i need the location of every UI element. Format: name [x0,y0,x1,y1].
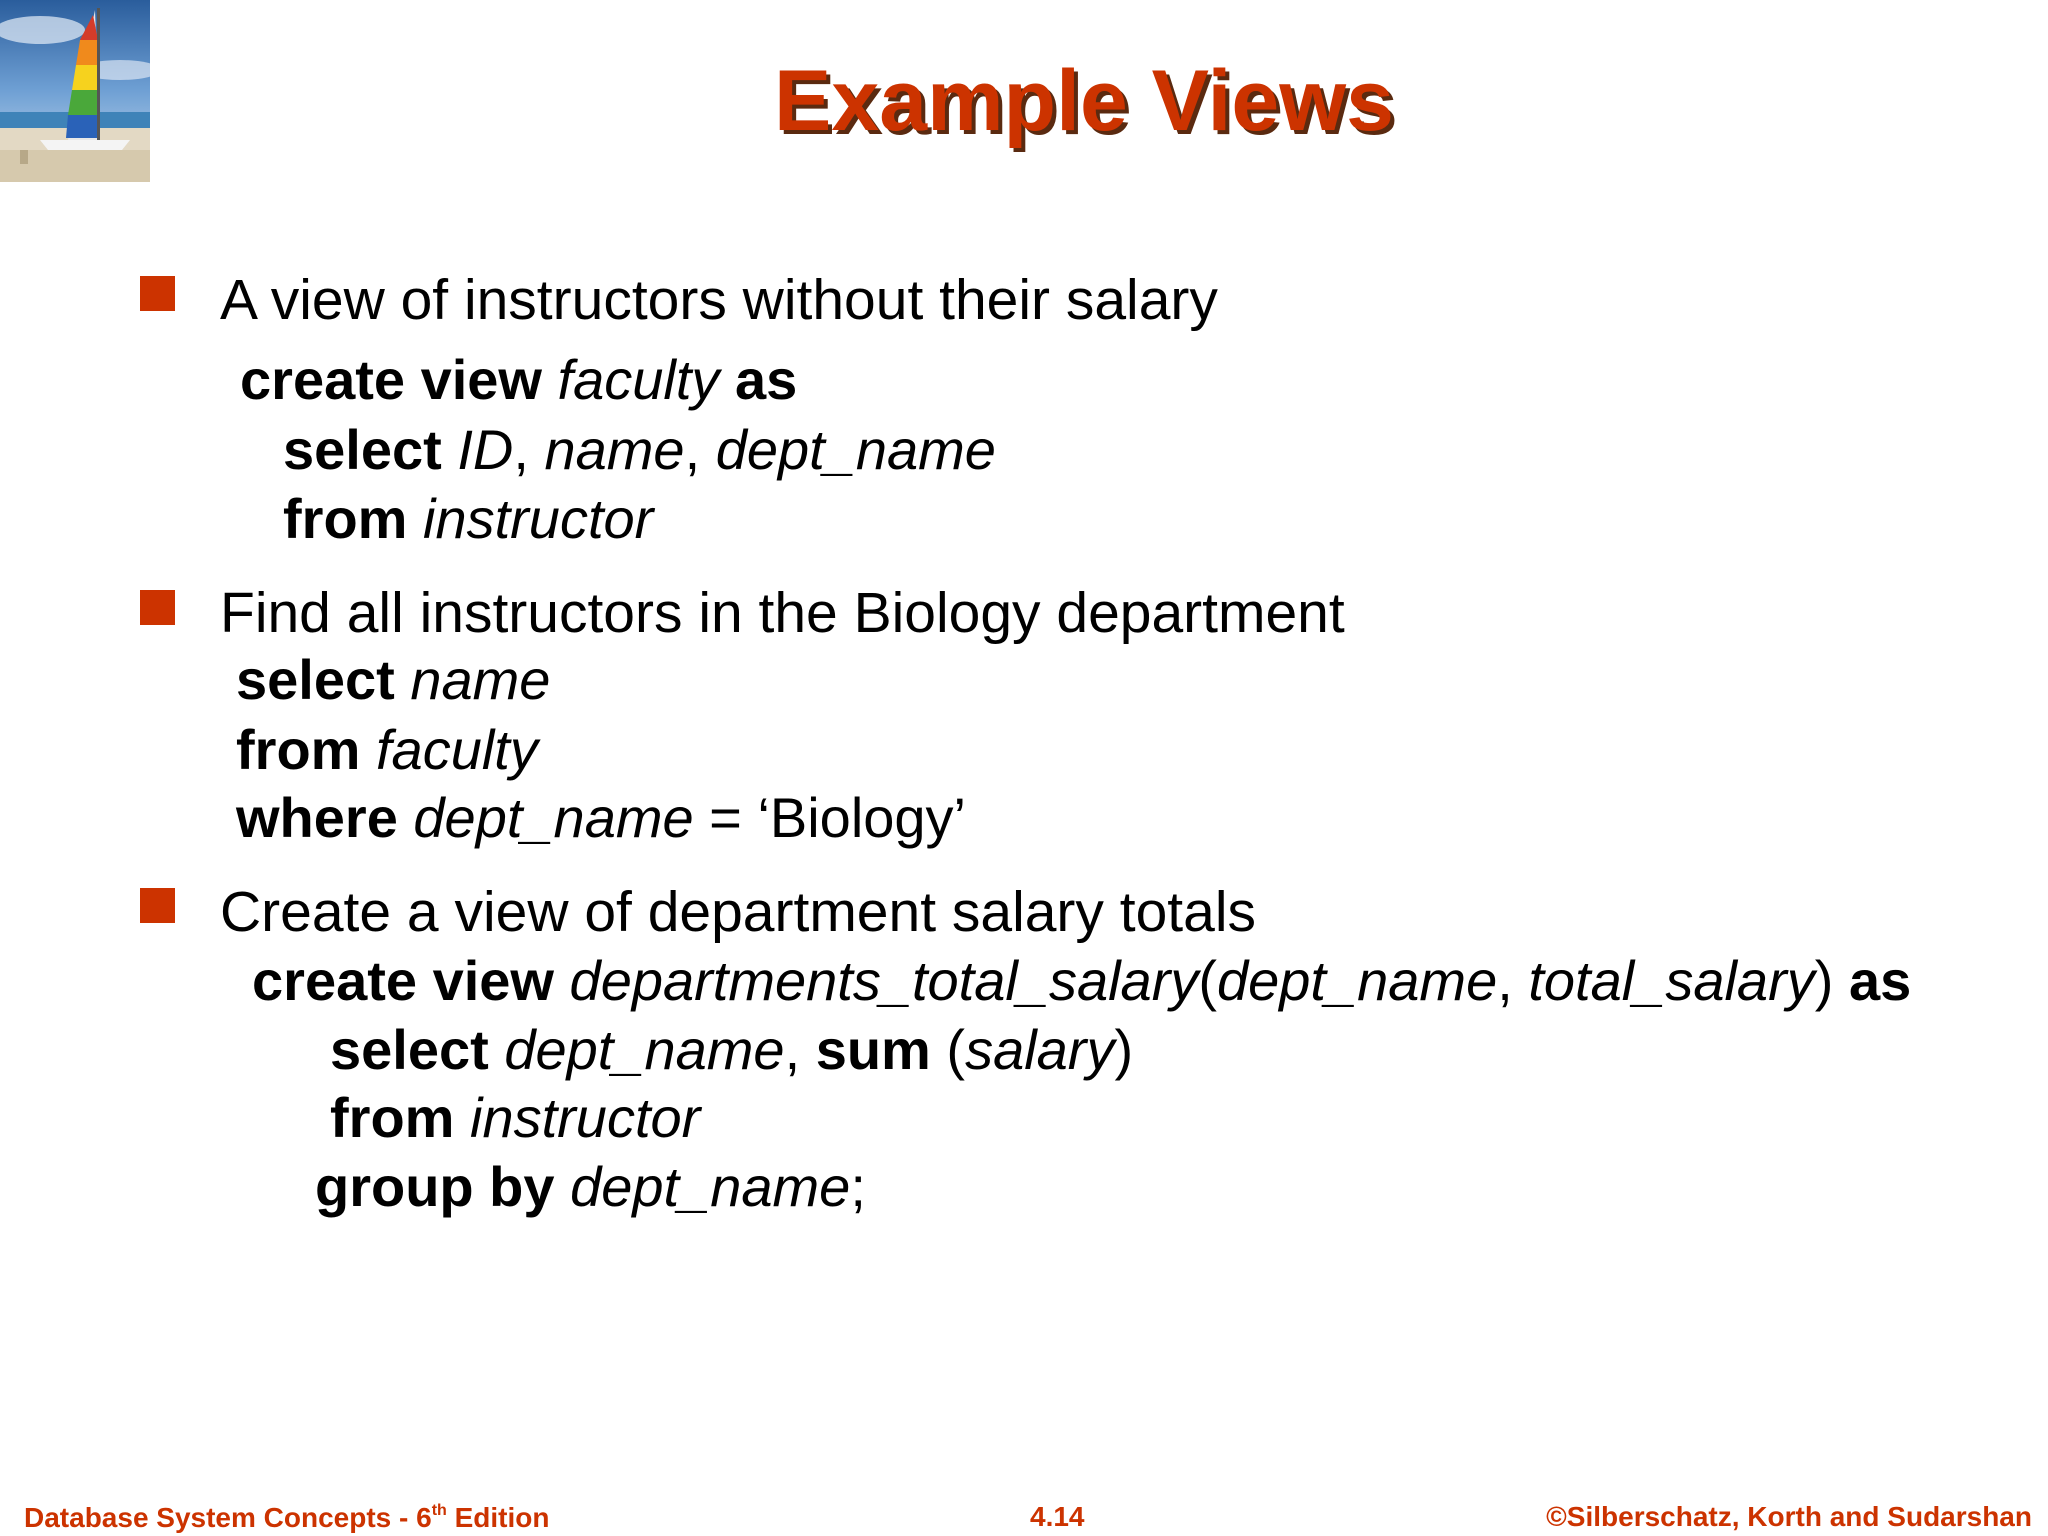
sql-keyword: group by [315,1155,571,1218]
sql-text [719,348,735,411]
bullet-text-3: Create a view of department salary totals [220,880,1256,944]
sql-identifier: total_salary [1528,949,1815,1012]
sql-identifier: instructor [470,1086,701,1149]
code-line [315,1155,866,1218]
sql-identifier: dept_name [504,1018,785,1081]
sql-keyword: from [330,1086,470,1149]
sql-keyword: create view [252,949,570,1012]
sql-identifier: dept_name [413,786,694,849]
sql-text: , [1497,949,1529,1012]
square-bullet-icon [140,590,175,625]
sql-identifier: faculty [376,718,538,781]
sql-identifier: departments_total_salary [569,949,1199,1012]
code-line [236,786,966,849]
sql-identifier: dept_name [715,418,996,481]
code-line [252,949,1912,1012]
square-bullet-icon [140,888,175,923]
sql-identifier: name [544,418,685,481]
footer-copyright: ©Silberschatz, Korth and Sudarshan [1546,1501,2032,1532]
sql-text: ; [850,1155,866,1218]
sql-keyword: as [1848,949,1912,1012]
sql-text: ) [1114,1018,1134,1081]
code-line [236,648,551,711]
footer-title-text: Database System Concepts - 6 [24,1502,432,1533]
sql-keyword: sum [815,1018,931,1081]
code-line [240,348,798,411]
sql-text: = ‘Biology’ [693,786,966,849]
sql-text: , [784,1018,816,1081]
sql-identifier: name [410,648,551,711]
square-bullet-icon [140,276,175,311]
sql-identifier: instructor [423,487,654,550]
sql-identifier: ID [457,418,514,481]
sql-keyword: select [236,648,411,711]
code-line [283,487,654,550]
sql-keyword: create view [240,348,558,411]
code-line [330,1018,1134,1081]
bullet-text-2: Find all instructors in the Biology department [220,581,1345,645]
bullet-text-1: A view of instructors without their salary [220,268,1218,332]
sql-keyword: select [283,418,458,481]
footer-book-title [24,1503,549,1532]
code-line [283,418,996,481]
code-line [236,718,538,781]
sql-text: ( [1198,949,1217,1012]
footer-title-end: Edition [446,1502,550,1533]
sql-text: , [513,418,545,481]
sql-identifier: faculty [557,348,720,411]
slide-title: Example Views [774,53,1394,149]
sql-text: , [684,418,716,481]
footer-edition-sup: th [431,1502,447,1519]
sql-text: ) [1814,949,1849,1012]
sql-keyword: where [236,786,414,849]
sql-identifier: salary [965,1018,1115,1081]
sql-keyword: from [236,718,376,781]
code-line [330,1086,701,1149]
sql-keyword: select [330,1018,505,1081]
sql-identifier: dept_name [1217,949,1498,1012]
sql-text: ( [930,1018,966,1081]
sql-keyword: from [283,487,423,550]
sql-keyword: as [734,348,798,411]
footer-page-number: 4.14 [1030,1501,1085,1532]
sql-identifier: dept_name [570,1155,851,1218]
